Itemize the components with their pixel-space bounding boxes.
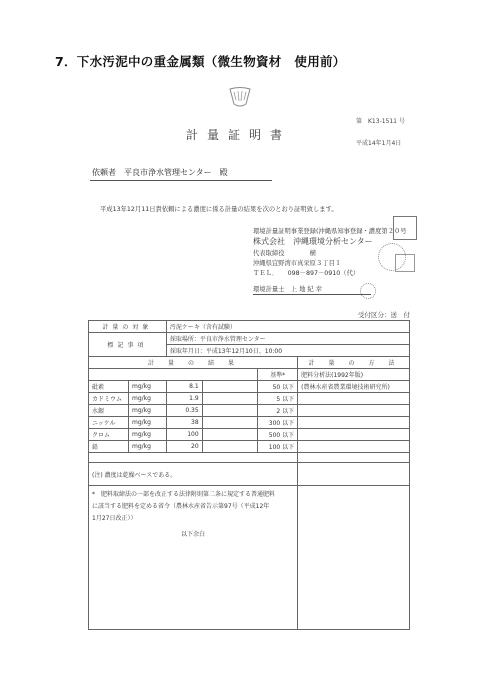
square-seal-stamp <box>395 254 415 272</box>
emblem-logo <box>228 86 252 108</box>
object-label: 計量の対象 <box>89 321 167 333</box>
issuer-tel: ＴＥＬ． 098－897－0910（代） <box>253 270 360 277</box>
issuer-address: 沖縄県宜野湾市真栄原３丁目１ <box>253 260 342 267</box>
table-row <box>89 393 410 405</box>
engineer-underline <box>253 294 371 295</box>
method-org: (農林水産省農業環境技術研究所) <box>298 381 410 393</box>
element-name: クロム <box>89 429 129 441</box>
footnote-cell <box>89 486 298 630</box>
element-value: 20 <box>166 441 202 453</box>
element-limit: 300 以下 <box>258 417 298 429</box>
element-limit: 500 以下 <box>258 429 298 441</box>
table-row <box>89 429 410 441</box>
document-title: 計量証明書 <box>186 128 292 142</box>
standard-header: 基準* <box>258 369 298 381</box>
footnote-line-1: * 肥料取締法の一部を改正する法律附則第二条に規定する普通肥料 <box>92 491 276 498</box>
element-value: 0.35 <box>166 405 202 417</box>
requester-label: 依頼者 <box>92 168 116 177</box>
sampling-date: 採取年月日：平成13年12月10日、10:00 <box>166 345 409 357</box>
element-limit: 2 以下 <box>258 405 298 417</box>
element-name: 水銀 <box>89 405 129 417</box>
element-name: ニッケル <box>89 417 129 429</box>
method-name: 肥料分析法(1992年版) <box>298 369 410 381</box>
element-name: 鉛 <box>89 441 129 453</box>
element-value: 38 <box>166 417 202 429</box>
requester-name: 平良市浄水管理センター 殿 <box>124 168 228 177</box>
element-limit: 5 以下 <box>258 393 298 405</box>
element-unit: mg/kg <box>128 441 166 453</box>
method-header: 計 量 の 方 法 <box>298 357 410 369</box>
table-row <box>89 405 410 417</box>
object-value: 汚泥ケーキ（含有試験） <box>166 321 409 333</box>
company-seal-stamp <box>393 216 417 240</box>
conclusion-text: 以下余白 <box>181 531 206 538</box>
table-row <box>89 381 410 393</box>
engineer-seal-stamp <box>360 283 376 299</box>
element-limit: 100 以下 <box>258 441 298 453</box>
table-row <box>89 441 410 453</box>
intro-text: 平成13年12月11日貴依頼による濃度に係る計量の結果を次のとおり証明致します。 <box>100 206 338 213</box>
issuer-engineer: 環境計量士 上 地 紀 幸 <box>253 286 322 293</box>
issuer-representative: 代表取締役 横 <box>253 250 316 257</box>
footnote-line-3: 1月27日改正）） <box>92 515 137 522</box>
element-limit: 50 以下 <box>258 381 298 393</box>
document-number: 第 K13-1511 号 <box>356 118 405 125</box>
sampling-place: 採取場所：平良市浄水管理センター <box>166 333 409 345</box>
table-row <box>89 417 410 429</box>
element-unit: mg/kg <box>128 429 166 441</box>
element-value: 100 <box>166 429 202 441</box>
measurement-table <box>88 320 410 630</box>
element-name: カドミウム <box>89 393 129 405</box>
issuer-company: 株式会社 沖縄環境分析センター <box>253 237 373 246</box>
element-unit: mg/kg <box>128 393 166 405</box>
results-header: 計 量 の 結 果 <box>89 357 298 369</box>
element-name: 砒素 <box>89 381 129 393</box>
dry-basis-note: (注) 濃度は乾燥ベースである。 <box>89 463 298 486</box>
notes-label: 標記事項 <box>89 333 167 357</box>
document-date: 平成14年1月4日 <box>356 140 402 147</box>
element-unit: mg/kg <box>128 405 166 417</box>
element-value: 1.9 <box>166 393 202 405</box>
element-unit: mg/kg <box>128 381 166 393</box>
footnote-line-2: に該当する肥料を定める省令（農林水産省告示第97号（平成12年 <box>92 503 270 510</box>
requester-underline <box>90 180 272 181</box>
issuer-registration: 環境計量証明事業登録(沖縄県知事登録・濃度第２０号 <box>253 228 407 235</box>
element-unit: mg/kg <box>128 417 166 429</box>
requester <box>92 167 228 178</box>
receipt-category: 受付区分：送 付 <box>358 311 410 319</box>
element-value: 8.1 <box>166 381 202 393</box>
page-heading: 7．下水汚泥中の重金属類（微生物資材 使用前） <box>55 54 346 69</box>
